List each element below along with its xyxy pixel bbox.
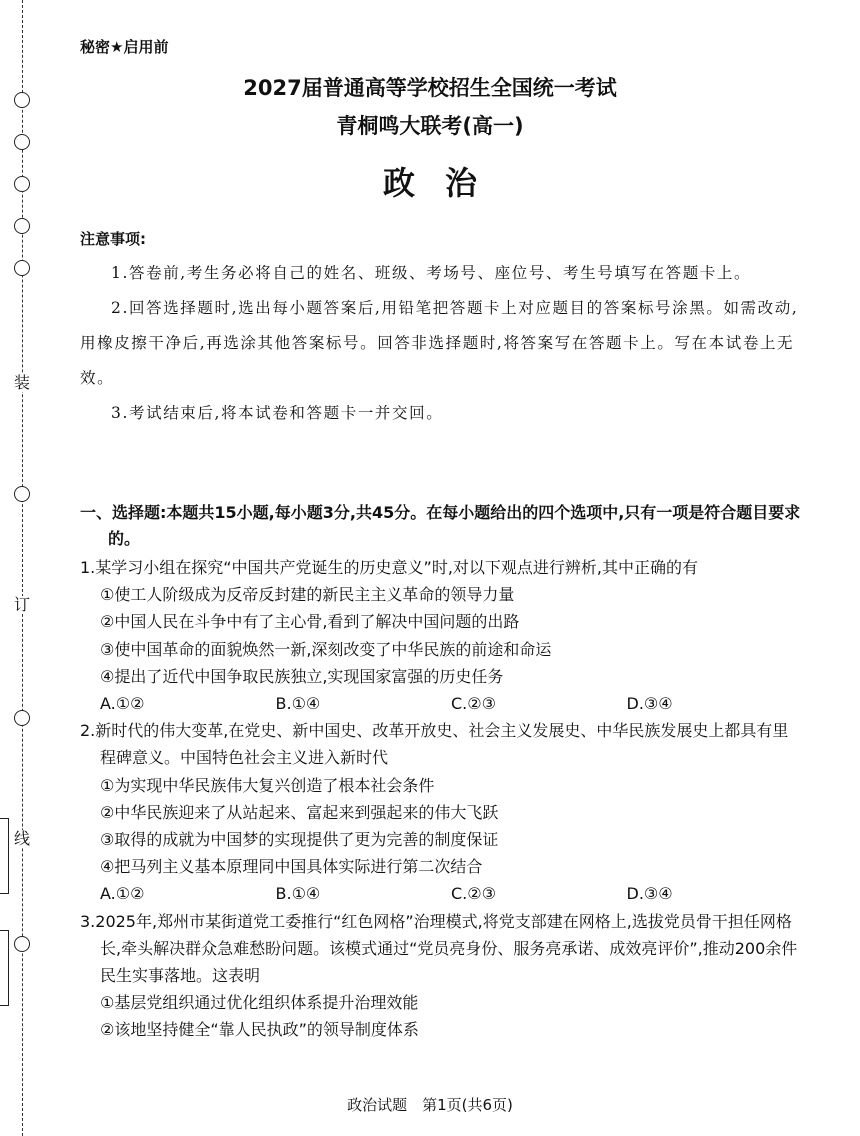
notice-item: 2.回答选择题时,选出每小题答案后,用铅笔把答题卡上对应题目的答案标号涂黑。如需改动,用橡皮擦干净后,再选涂其他答案标号。回答非选择题时,将答案写在答题卡上。写在本试卷上无效。 <box>80 299 799 387</box>
notice-list <box>80 256 800 431</box>
question-list <box>80 554 802 1044</box>
binding-hole <box>14 710 30 726</box>
option-row <box>80 690 802 717</box>
statement: ①基层党组织通过优化组织体系提升治理效能 <box>100 993 419 1013</box>
side-bracket <box>0 930 9 1006</box>
statement: ①为实现中华民族伟大复兴创造了根本社会条件 <box>100 775 435 795</box>
statement: ③使中国革命的面貌焕然一新,深刻改变了中华民族的前途和命运 <box>100 639 552 659</box>
statement: ②中华民族迎来了从站起来、富起来到强起来的伟大飞跃 <box>100 802 499 822</box>
statement: ①使工人阶级成为反帝反封建的新民主主义革命的领导力量 <box>100 585 515 605</box>
question-2 <box>80 717 802 907</box>
binding-hole <box>14 218 30 234</box>
exam-title: 2027届普通高等学校招生全国统一考试 <box>243 76 617 100</box>
question-stem: 2.新时代的伟大变革,在党史、新中国史、改革开放史、社会主义发展史、中华民族发展史上都具有里程碑意义。中国特色社会主义进入新时代 <box>80 721 789 768</box>
option-c: C.②③ <box>451 694 496 714</box>
option-d: D.③④ <box>626 694 673 714</box>
section-heading: 一、选择题:本题共15小题,每小题3分,共45分。在每小题给出的四个选项中,只有一项是符合题目要求的。 <box>80 503 801 548</box>
notice-heading: 注意事项: <box>80 230 146 248</box>
option-row <box>80 880 802 907</box>
binding-hole <box>14 260 30 276</box>
option-b: B.①④ <box>275 694 321 714</box>
notice-item: 1.答卷前,考生务必将自己的姓名、班级、考场号、座位号、考生号填写在答题卡上。 <box>111 264 752 282</box>
subject-title: 政治 <box>382 164 507 202</box>
binding-char-xian: 线 <box>14 829 31 848</box>
secret-label: 秘密★启用前 <box>80 38 169 56</box>
page-footer: 政治试题 第1页(共6页) <box>347 1096 513 1114</box>
binding-char-zhuang: 装 <box>14 373 31 392</box>
question-3 <box>80 908 802 1044</box>
binding-char-ding: 订 <box>14 595 31 614</box>
side-bracket <box>0 818 9 894</box>
binding-hole <box>14 936 30 952</box>
question-stem: 3.2025年,郑州市某街道党工委推行“红色网格”治理模式,将党支部建在网格上,选拔党员骨干担任网格长,牵头解决群众急难愁盼问题。该模式通过“党员亮身份、服务亮承诺、成效亮评价”,推动200余件民生实事落地。这表明 <box>80 911 798 986</box>
statement: ②中国人民在斗争中有了主心骨,看到了解决中国问题的出路 <box>100 612 520 632</box>
statement: ②该地坚持健全“靠人民执政”的领导制度体系 <box>100 1020 419 1040</box>
option-a: A.①② <box>100 884 145 904</box>
question-stem: 1.某学习小组在探究“中国共产党诞生的历史意义”时,对以下观点进行辨析,其中正确的有 <box>80 558 699 577</box>
option-d: D.③④ <box>626 884 673 904</box>
statement: ③取得的成就为中国梦的实现提供了更为完善的制度保证 <box>100 830 499 850</box>
notice-item: 3.考试结束后,将本试卷和答题卡一并交回。 <box>111 404 444 422</box>
statement: ④把马列主义基本原理同中国具体实际进行第二次结合 <box>100 857 483 877</box>
option-c: C.②③ <box>451 884 496 904</box>
binding-hole <box>14 486 30 502</box>
statement: ④提出了近代中国争取民族独立,实现国家富强的历史任务 <box>100 666 504 686</box>
exam-subtitle: 青桐鸣大联考(高一) <box>336 114 524 138</box>
option-a: A.①② <box>100 694 145 714</box>
question-1 <box>80 554 802 717</box>
option-b: B.①④ <box>275 884 321 904</box>
